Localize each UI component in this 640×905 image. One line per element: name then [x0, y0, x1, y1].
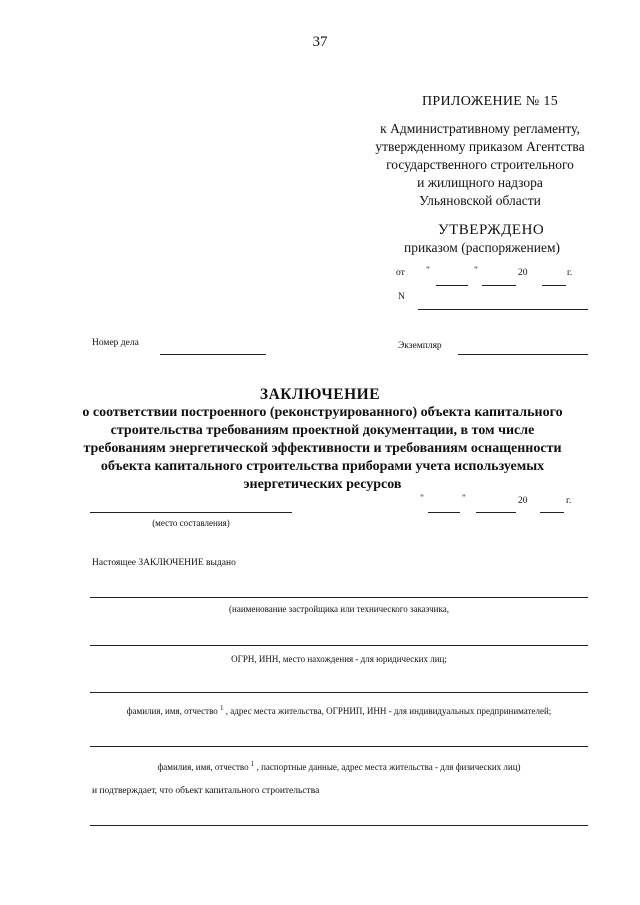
caption-legal-entity: ОГРН, ИНН, место нахождения - для юридических лиц;	[231, 654, 447, 664]
copy-field[interactable]	[458, 354, 588, 355]
date-quote-open: "	[420, 494, 424, 504]
year-field[interactable]	[540, 512, 564, 513]
caption-text: , адрес места жительства, ОГРНИП, ИНН - для индивидуальных предпринимателей;	[225, 706, 552, 716]
recipient-field-4[interactable]	[90, 746, 588, 747]
caption-text: фамилия, имя, отчество	[157, 762, 249, 772]
date-quote-open: "	[426, 266, 430, 276]
appendix-line: утвержденному приказом Агентства	[375, 139, 585, 154]
date-quote-close: "	[474, 266, 478, 276]
caption-text: фамилия, имя, отчество	[126, 706, 218, 716]
confirms-text: и подтверждает, что объект капитального строительства	[92, 786, 320, 796]
day-field[interactable]	[428, 512, 460, 513]
appendix-line: государственного строительного	[386, 157, 574, 172]
caption-entrepreneur	[90, 704, 588, 716]
object-field[interactable]	[90, 825, 588, 826]
order-label: приказом (распоряжением)	[404, 240, 560, 255]
case-number-field[interactable]	[160, 354, 266, 355]
appendix-title: ПРИЛОЖЕНИЕ № 15	[422, 94, 558, 109]
caption-developer: (наименование застройщика или технического заказчика,	[229, 604, 449, 614]
year-suffix: г.	[566, 496, 572, 506]
appendix-line: и жилищного надзора	[417, 175, 543, 190]
place-field[interactable]	[90, 512, 292, 513]
month-field[interactable]	[482, 285, 516, 286]
date-from-label: от	[396, 268, 405, 278]
page-number: 37	[312, 34, 328, 50]
recipient-field-3[interactable]	[90, 692, 588, 693]
document-title: ЗАКЛЮЧЕНИЕ	[259, 386, 381, 403]
year-prefix: 20	[518, 268, 528, 278]
year-field[interactable]	[542, 285, 566, 286]
case-number-label: Номер дела	[92, 338, 139, 348]
appendix-line: к Административному регламенту,	[380, 121, 580, 136]
recipient-field-1[interactable]	[90, 597, 588, 598]
order-number-label: N	[398, 292, 405, 302]
appendix-line: Ульяновской области	[419, 193, 541, 208]
day-field[interactable]	[436, 285, 468, 286]
month-field[interactable]	[476, 512, 516, 513]
date-quote-close: "	[462, 494, 466, 504]
appendix-reference	[330, 120, 630, 210]
issued-text: Настоящее ЗАКЛЮЧЕНИЕ выдано	[92, 558, 236, 568]
place-caption: (место составления)	[152, 518, 230, 528]
caption-text: , паспортные данные, адрес места жительства - для физических лиц)	[256, 762, 521, 772]
caption-individual	[90, 760, 588, 772]
year-suffix: г.	[567, 268, 573, 278]
year-prefix: 20	[518, 496, 528, 506]
approved-heading: УТВЕРЖДЕНО	[438, 222, 545, 238]
document-subtitle: о соответствии построенного (реконструированного) объекта капитального строительства требованиям проектной документации, в том числе требованиям энергетической эффективности и требованиям оснащенности объекта капитального строительства приборами учета используемых энергетических ресурсов	[82, 405, 563, 492]
footnote-marker: 1	[250, 760, 255, 768]
order-number-field[interactable]	[418, 309, 588, 310]
recipient-field-2[interactable]	[90, 645, 588, 646]
copy-label: Экземпляр	[398, 341, 442, 351]
footnote-marker: 1	[220, 704, 224, 712]
